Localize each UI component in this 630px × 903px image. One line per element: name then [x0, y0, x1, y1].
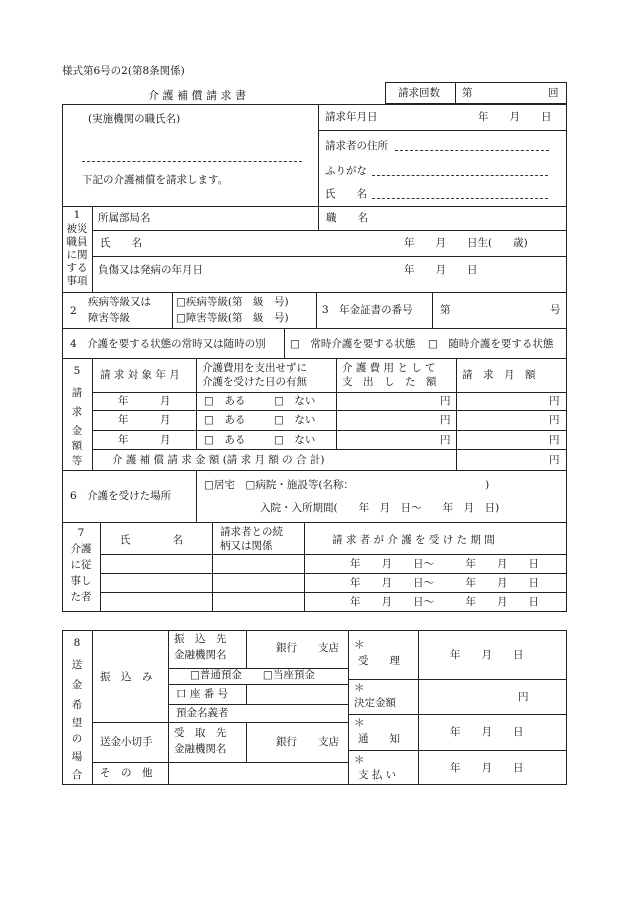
s7-title-2: に従 [70, 559, 92, 571]
row2-month: 年 月 [118, 414, 171, 426]
sometimes-care-option[interactable]: □ 随時介護を要する状態 [428, 338, 554, 350]
decided-yen: 円 [518, 691, 529, 703]
bank-label-2: 金融機関名 [174, 649, 227, 661]
care-place-options[interactable]: □居宅 □病院・施設等(名称： ) [204, 479, 490, 491]
row1-month: 年 月 [118, 395, 171, 407]
period-header: 請 求 者 が 介 護 を 受 け た 期 間 [332, 534, 495, 546]
payment-label: 支 払 い [358, 769, 397, 781]
total-yen: 円 [549, 454, 560, 466]
row3-month: 年 月 [118, 434, 171, 446]
birth-date: 年 月 日生( 歳) [404, 237, 528, 249]
holder-label: 預金名義者 [176, 707, 229, 719]
s8-title-3: 希 [71, 699, 83, 711]
s2-label-1: 疾病等級又は [88, 296, 151, 308]
bank-branch: 銀行 支店 [276, 642, 339, 654]
implementer-line [82, 161, 302, 162]
h-claim-amount: 請 求 月 額 [462, 369, 536, 381]
decided-label: 決定金額 [354, 697, 396, 709]
s5-title-4: 額 [71, 440, 83, 452]
recv-bank-label-2: 金融機関名 [174, 743, 227, 755]
stay-period: 入院・入所期間( 年 月 日〜 年 月 日) [260, 502, 500, 514]
injury-label: 負傷又は発病の年月日 [98, 264, 203, 276]
s1-title-4: する [66, 262, 88, 274]
account-type-options[interactable]: □普通預金 □当座預金 [190, 669, 315, 681]
h-unpaid-2: 介護を受けた日の有無 [202, 376, 307, 388]
caregiver-name-header: 氏 名 [120, 534, 183, 546]
h-unpaid-1: 介護費用を支出せずに [202, 362, 307, 374]
form-number: 様式第6号の2(第8条関係) [62, 65, 185, 77]
s8-title-2: 金 [71, 679, 83, 691]
total-label: 介 護 補 償 請 求 金 額 (請 求 月 額 の 合 計) [112, 454, 325, 466]
received-date: 年 月 日 [450, 649, 524, 661]
row2-no[interactable]: □ ない [274, 414, 316, 426]
s5-title-5: 等 [71, 455, 83, 467]
name-label: 氏 名 [325, 188, 367, 200]
row1-claim-yen: 円 [549, 395, 560, 407]
received-label: 受 理 [358, 655, 400, 667]
claim-date: 年 月 日 [478, 111, 552, 123]
s5-title-2: 求 [71, 406, 83, 418]
s7-title-4: た者 [70, 591, 92, 603]
s1-title-3: に関 [66, 249, 88, 261]
recv-bank-branch: 銀行 支店 [276, 736, 339, 748]
transfer-label: 振 込 み [100, 671, 153, 683]
always-care-option[interactable]: □ 常時介護を要する状態 [290, 338, 416, 350]
claim-count-suffix: 回 [548, 87, 559, 99]
notice-date: 年 月 日 [450, 726, 524, 738]
s1-title-5: 事項 [66, 275, 88, 287]
s5-no: 5 [73, 365, 81, 377]
s5-title-1: 請 [71, 387, 83, 399]
decided-star: ＊ [354, 682, 365, 694]
s8-no: 8 [73, 637, 81, 649]
victim-name-label: 氏 名 [100, 237, 142, 249]
h-paid-2: 支 出 し た 額 [342, 376, 437, 388]
position-label: 職 名 [326, 212, 368, 224]
row2-yes[interactable]: □ ある [204, 414, 246, 426]
s8-title-1: 送 [71, 659, 83, 671]
account-no-label: 口 座 番 号 [176, 688, 229, 700]
notice-star: ＊ [354, 717, 365, 729]
row3-paid-yen: 円 [440, 434, 451, 446]
period-row-2: 年 月 日〜 年 月 日 [350, 577, 539, 589]
row1-no[interactable]: □ ない [274, 395, 316, 407]
s8-title-7: 合 [71, 769, 83, 781]
pension-prefix: 第 [440, 304, 451, 316]
row1-paid-yen: 円 [440, 395, 451, 407]
row3-yes[interactable]: □ ある [204, 434, 246, 446]
s8-title-4: 望 [71, 717, 83, 729]
relation-header-2: 柄又は関係 [220, 540, 273, 552]
bank-label-1: 振 込 先 [174, 633, 227, 645]
disability-grade-option[interactable]: □障害等級(第 級 号) [176, 312, 289, 324]
s1-title-1: 被災 [66, 223, 88, 235]
period-row-3: 年 月 日〜 年 月 日 [350, 596, 539, 608]
s5-title-3: 金 [71, 425, 83, 437]
request-text: 下記の介護補償を請求します。 [82, 174, 229, 186]
claim-date-label: 請求年月日 [325, 111, 378, 123]
payment-star: ＊ [354, 754, 365, 766]
period-row-1: 年 月 日〜 年 月 日 [350, 558, 539, 570]
received-star: ＊ [354, 639, 365, 651]
s7-title-3: 事し [70, 575, 92, 587]
s7-title-1: 介護 [70, 543, 92, 555]
form-title: 介 護 補 償 請 求 書 [148, 89, 246, 102]
s6-label: 6 介護を受けた場所 [70, 490, 172, 502]
recv-bank-label-1: 受 取 先 [174, 727, 227, 739]
s7-no: 7 [77, 527, 85, 539]
s2-label-2: 障害等級 [88, 312, 130, 324]
s8-title-6: 場 [71, 751, 83, 763]
row3-no[interactable]: □ ない [274, 434, 316, 446]
s4-label: 4 介護を要する状態の常時又は随時の別 [70, 338, 266, 350]
h-paid-1: 介 護 費 用 と し て [342, 362, 436, 374]
s2-no: 2 [70, 305, 77, 317]
disease-grade-option[interactable]: □疾病等級(第 級 号) [176, 296, 289, 308]
row1-yes[interactable]: □ ある [204, 395, 246, 407]
address-label: 請求者の住所 [325, 140, 388, 152]
payment-date: 年 月 日 [450, 762, 524, 774]
other-label: そ の 他 [100, 767, 153, 779]
check-label: 送金小切手 [100, 736, 153, 748]
injury-date: 年 月 日 [404, 264, 478, 276]
furigana-label: ふりがな [325, 165, 367, 177]
pension-label: 3 年金証書の番号 [322, 304, 413, 316]
claim-count-prefix: 第 [462, 87, 473, 99]
claim-count-label: 請求回数 [398, 87, 440, 99]
s1-no: 1 [73, 209, 81, 221]
dept-label: 所属部局名 [98, 212, 151, 224]
row3-claim-yen: 円 [549, 434, 560, 446]
h-claim-month: 請 求 対 象 年 月 [100, 369, 180, 381]
s1-title-2: 職員 [66, 236, 88, 248]
row2-paid-yen: 円 [440, 414, 451, 426]
relation-header-1: 請求者との続 [220, 526, 283, 538]
pension-suffix: 号 [550, 304, 561, 316]
s8-title-5: の [71, 733, 83, 745]
row2-claim-yen: 円 [549, 414, 560, 426]
notice-label: 通 知 [358, 733, 400, 745]
implementer-label: (実施機関の職氏名) [88, 113, 181, 125]
